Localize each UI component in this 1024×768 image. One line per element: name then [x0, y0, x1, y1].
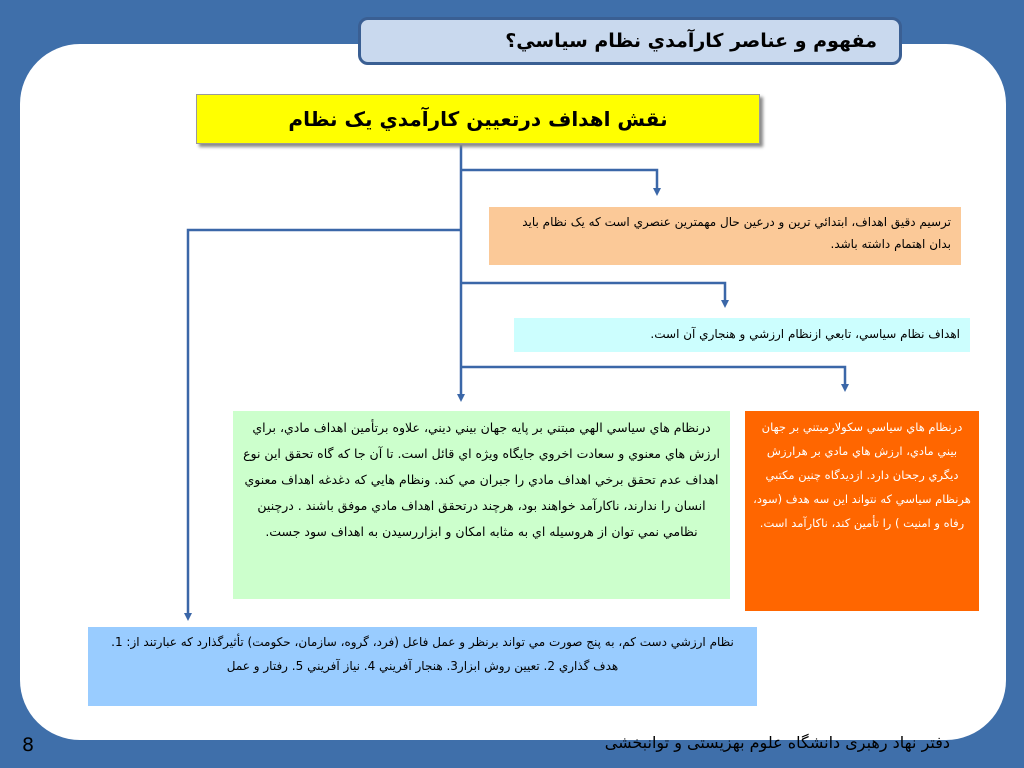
value-influence-box: نظام ارزشي دست کم، به پنج صورت مي تواند برنظر و عمل فاعل (فرد، گروه، سازمان، حکومت) تأثيرگذارد که عبارتند از: 1. هدف گذاري 2. تعيين روش ابزار3. هنجار آفريني 4. نياز آفريني 5. رفتار و عمل [88, 627, 757, 706]
value-system-box: اهداف نظام سياسي، تابعي ازنظام ارزشي و هنجاري آن است. [514, 318, 970, 352]
secular-system-box: درنظام هاي سياسي سکولارمبتني بر جهان بيني مادي، ارزش هاي مادي بر هرارزش ديگري رجحان دارد. ازديدگاه چنين مکتبي هرنظام سياسي که نتواند اين سه هدف (سود، رفاه و امنيت ) را تأمين کند، ناکارآمد است. [745, 411, 979, 611]
branch-to-box1 [461, 170, 657, 192]
goal-definition-box: ترسيم دقيق اهداف، ابتدائي ترين و درعين حال مهمترين عنصري است که يک نظام بايد بدان اهتمام داشته باشد. [489, 207, 961, 265]
branch-to-box4 [461, 367, 845, 388]
main-heading: نقش اهداف درتعيين کارآمدي يک نظام [196, 94, 760, 144]
divine-system-box: درنظام هاي سياسي الهي مبتني بر پايه جهان بيني ديني، علاوه برتأمين اهداف مادي، براي ارزش هاي معنوي و سعادت اخروي جايگاه ويژه اي قائل است. تا آن جا که گاه تحقق اين نوع اهداف عدم تحقق برخي اهداف مادي را جبران مي کند. ونظام هايي که دغدغه اهداف معنوي انسان را ندارند، ناکارآمد خواهند بود، هرچند درتحقق اهداف مادي موفق باشند . درچنين نظامي نمي توان از هروسيله اي به مثابه امکان و ابزاررسيدن به اهداف سود جست. [233, 411, 730, 599]
branch-to-box2 [461, 283, 725, 304]
footer-text: دفتر نهاد رهبری دانشگاه علوم بهزیستی و توانبخشی [604, 733, 950, 752]
slide-title: مفهوم و عناصر کارآمدي نظام سياسي؟ [358, 17, 902, 65]
page-number: 8 [22, 734, 35, 756]
